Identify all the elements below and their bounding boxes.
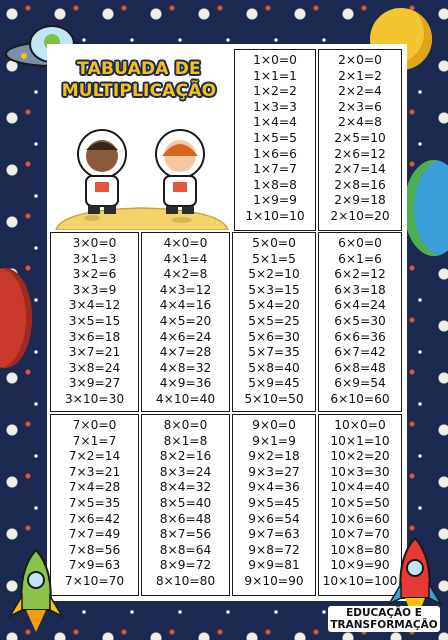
table-row: 8×7=56	[159, 527, 212, 542]
table-5	[232, 232, 316, 412]
table-row: 10×1=10	[330, 433, 390, 448]
table-row: 5×8=40	[248, 360, 300, 375]
table-row: 2×0=0	[338, 53, 382, 67]
table-row: 2×5=10	[334, 130, 386, 145]
table-row: 7×8=56	[68, 542, 121, 557]
table-row: 4×1=4	[163, 251, 208, 266]
astronaut-girl-icon	[156, 130, 204, 214]
table-row: 4×4=16	[159, 298, 212, 313]
table-row: 4×2=8	[163, 267, 208, 282]
table-row: 10×4=40	[330, 480, 390, 495]
table-row: 9×8=72	[248, 542, 300, 557]
table-row: 9×6=54	[248, 511, 300, 526]
table-row: 7×7=49	[68, 527, 121, 542]
table-row: 1×4=4	[253, 115, 297, 130]
table-row: 2×1=2	[338, 68, 382, 83]
table-row: 3×10=30	[64, 391, 125, 406]
table-row: 4×0=0	[163, 236, 208, 250]
table-row: 5×0=0	[252, 236, 296, 250]
table-row: 1×6=6	[253, 146, 297, 161]
table-row: 8×3=24	[159, 464, 212, 479]
table-row: 7×9=63	[68, 558, 121, 573]
table-row: 3×8=24	[68, 360, 121, 375]
table-row: 5×7=35	[248, 345, 300, 360]
table-row: 2×6=12	[334, 146, 386, 161]
table-row: 2×8=16	[334, 177, 386, 192]
table-row: 9×7=63	[248, 527, 300, 542]
table-row: 9×3=27	[248, 464, 300, 479]
table-row: 3×0=0	[72, 236, 117, 250]
table-row: 10×2=20	[330, 449, 390, 464]
table-row: 10×8=80	[330, 542, 390, 557]
table-row: 6×4=24	[334, 298, 386, 313]
table-row: 9×1=9	[252, 433, 296, 448]
table-row: 6×6=36	[334, 329, 386, 344]
rocket-left-icon	[8, 548, 64, 634]
table-row: 9×9=81	[248, 558, 300, 573]
table-row: 1×10=10	[245, 208, 305, 223]
table-row: 1×2=2	[253, 84, 297, 99]
table-row: 4×3=12	[159, 282, 212, 297]
brand-line-1: EDUCAÇÃO E	[346, 607, 422, 619]
table-row: 6×7=42	[334, 345, 386, 360]
table-row: 2×3=6	[338, 99, 382, 114]
title-line-2: MULTIPLICAÇÃO	[61, 81, 217, 101]
table-row: 8×5=40	[159, 495, 212, 510]
table-row: 6×1=6	[338, 251, 382, 266]
table-row: 8×10=80	[155, 573, 216, 588]
table-row: 6×0=0	[338, 236, 382, 250]
table-row: 5×4=20	[248, 298, 300, 313]
table-row: 9×5=45	[248, 495, 300, 510]
table-row: 9×10=90	[244, 573, 304, 588]
table-row: 8×1=8	[163, 433, 208, 448]
table-row: 7×1=7	[72, 433, 117, 448]
table-row: 8×0=0	[163, 418, 208, 432]
table-row: 5×9=45	[248, 376, 300, 391]
table-row: 2×10=20	[330, 208, 390, 223]
table-row: 1×5=5	[253, 130, 297, 145]
table-1	[234, 49, 316, 231]
table-row: 1×8=8	[253, 177, 297, 192]
table-row: 3×9=27	[68, 376, 121, 391]
table-row: 9×0=0	[252, 418, 296, 432]
table-row: 9×2=18	[248, 449, 300, 464]
table-row: 1×7=7	[253, 162, 297, 177]
table-row: 2×9=18	[334, 193, 386, 208]
table-6	[318, 232, 402, 412]
table-row: 3×3=9	[72, 282, 117, 297]
table-row: 8×8=64	[159, 542, 212, 557]
table-row: 7×5=35	[68, 495, 121, 510]
table-row: 1×0=0	[253, 53, 297, 67]
table-row: 7×2=14	[68, 449, 121, 464]
table-row: 2×4=8	[338, 115, 382, 130]
table-row: 10×9=90	[330, 558, 390, 573]
table-row: 3×5=15	[68, 313, 121, 328]
table-3	[50, 232, 139, 412]
table-row: 7×6=42	[68, 511, 121, 526]
astronauts-on-moon-illustration	[52, 126, 232, 230]
table-row: 1×9=9	[253, 193, 297, 208]
table-row: 10×6=60	[330, 511, 390, 526]
page-title	[57, 58, 221, 102]
table-row: 5×6=30	[248, 329, 300, 344]
table-row: 3×2=6	[72, 267, 117, 282]
table-row: 3×4=12	[68, 298, 121, 313]
table-row: 4×10=40	[155, 391, 216, 406]
table-row: 3×7=21	[68, 345, 121, 360]
table-row: 10×0=0	[334, 418, 386, 432]
table-row: 4×5=20	[159, 313, 212, 328]
table-row: 3×1=3	[72, 251, 117, 266]
table-row: 4×8=32	[159, 360, 212, 375]
table-row: 2×7=14	[334, 162, 386, 177]
table-row: 7×4=28	[68, 480, 121, 495]
table-row: 5×5=25	[248, 313, 300, 328]
table-row: 2×2=4	[338, 84, 382, 99]
table-row: 5×2=10	[248, 267, 300, 282]
table-row: 10×7=70	[330, 527, 390, 542]
brand-line-2: TRANSFORMAÇÃO	[330, 619, 438, 631]
table-row: 6×9=54	[334, 376, 386, 391]
table-row: 9×4=36	[248, 480, 300, 495]
table-row: 1×1=1	[253, 68, 297, 83]
table-row: 10×5=50	[330, 495, 390, 510]
table-row: 6×8=48	[334, 360, 386, 375]
table-row: 4×6=24	[159, 329, 212, 344]
table-row: 8×4=32	[159, 480, 212, 495]
table-row: 5×1=5	[252, 251, 296, 266]
table-row: 8×9=72	[159, 558, 212, 573]
table-row: 6×2=12	[334, 267, 386, 282]
astronaut-boy-icon	[78, 130, 126, 214]
table-row: 6×10=60	[330, 391, 390, 406]
table-4	[141, 232, 230, 412]
table-row: 10×3=30	[330, 464, 390, 479]
table-row: 8×6=48	[159, 511, 212, 526]
table-row: 1×3=3	[253, 99, 297, 114]
table-2	[318, 49, 402, 231]
table-row: 5×3=15	[248, 282, 300, 297]
title-line-1: TABUADA DE	[77, 59, 201, 79]
table-row: 7×3=21	[68, 464, 121, 479]
table-row: 6×3=18	[334, 282, 386, 297]
table-9	[232, 414, 316, 596]
table-row: 6×5=30	[334, 313, 386, 328]
table-row: 7×10=70	[64, 573, 125, 588]
table-row: 4×9=36	[159, 376, 212, 391]
table-row: 4×7=28	[159, 345, 212, 360]
table-row: 8×2=16	[159, 449, 212, 464]
table-row: 7×0=0	[72, 418, 117, 432]
table-row: 3×6=18	[68, 329, 121, 344]
table-row: 10×10=100	[322, 573, 398, 588]
table-8	[141, 414, 230, 596]
table-row: 5×10=50	[244, 391, 304, 406]
brand-footer	[328, 606, 440, 632]
